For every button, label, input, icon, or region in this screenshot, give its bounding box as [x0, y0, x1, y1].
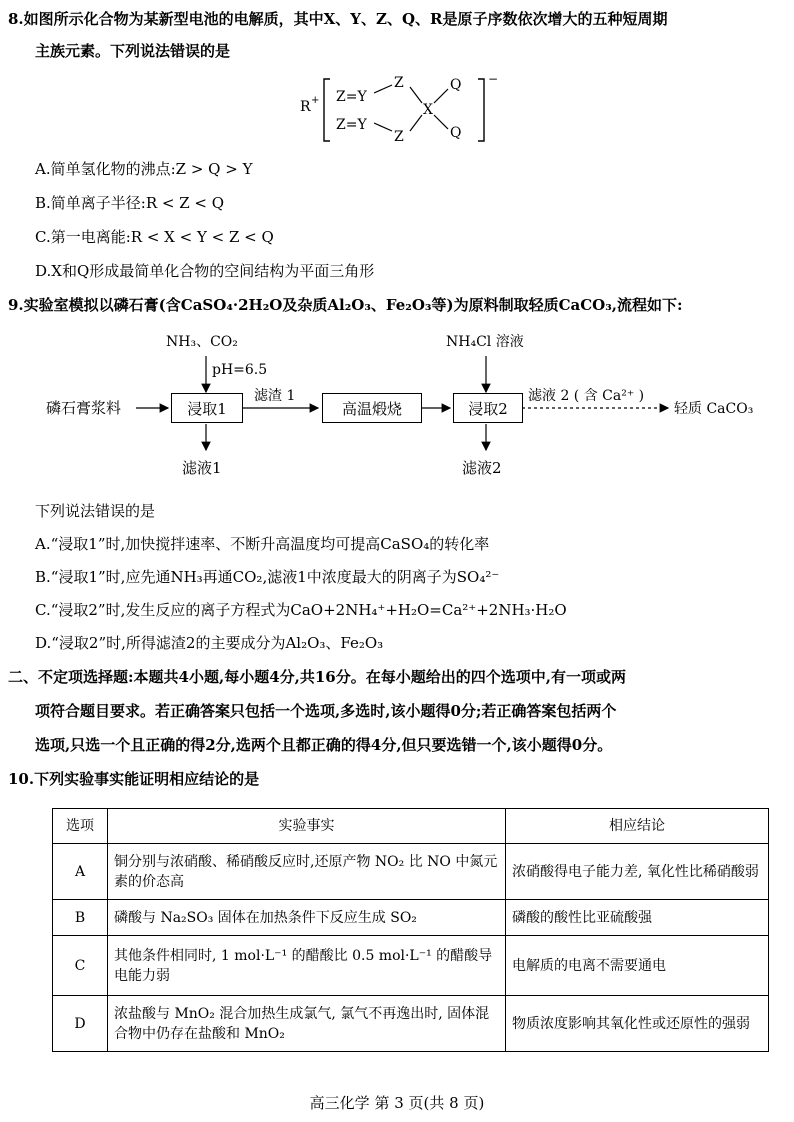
- table-row: [53, 844, 769, 900]
- flow-ph: pH=6.5: [212, 362, 268, 378]
- structure-cation: R: [300, 99, 311, 115]
- flow-filtrate2-ca: 滤液 2 ( 含 Ca²⁺ ): [528, 388, 645, 404]
- table-cell-fact: 磷酸与 Na₂SO₃ 固体在加热条件下反应生成 SO₂: [108, 900, 506, 936]
- section2-line3: 选项,只选一个且正确的得2分,选两个且都正确的得4分,但只要选错一个,该小题得0分。: [35, 736, 613, 754]
- table-cell-fact: 铜分别与浓硝酸、稀硝酸反应时,还原产物 NO₂ 比 NO 中氮元素的价态高: [108, 844, 506, 900]
- q9-option-c: C.“浸取2”时,发生反应的离子方程式为CaO+2NH₄⁺+H₂O=Ca²⁺+2NH₃·H₂O: [35, 601, 567, 619]
- table-header-conclusion: 相应结论: [506, 809, 769, 844]
- table-row: [53, 996, 769, 1052]
- structure-bridge-top: Z: [394, 75, 404, 91]
- structure-q-top: Q: [450, 77, 462, 93]
- structure-q-bottom: Q: [450, 125, 462, 141]
- table-header-option: 选项: [53, 809, 108, 844]
- structure-cation-charge: +: [311, 95, 320, 106]
- table-cell-option: B: [53, 900, 108, 936]
- table-row: [53, 936, 769, 996]
- flow-raw: 磷石膏浆料: [46, 399, 122, 417]
- q10-table: [52, 808, 769, 1052]
- q9-option-d: D.“浸取2”时,所得滤渣2的主要成分为Al₂O₃、Fe₂O₃: [35, 634, 384, 652]
- flow-residue1: 滤渣 1: [254, 388, 296, 404]
- table-cell-conclusion: 磷酸的酸性比亚硫酸强: [506, 900, 769, 936]
- flow-step1-box: 浸取1: [171, 393, 243, 423]
- table-cell-conclusion: 电解质的电离不需要通电: [506, 936, 769, 996]
- table-cell-conclusion: 物质浓度影响其氧化性或还原性的强弱: [506, 996, 769, 1052]
- flow-step2-box: 高温煅烧: [322, 393, 422, 423]
- q8-option-a: A.简单氢化物的沸点:Z > Q > Y: [35, 160, 253, 178]
- table-cell-fact: 浓盐酸与 MnO₂ 混合加热生成氯气, 氯气不再逸出时, 固体混合物中仍存在盐酸和 MnO₂: [108, 996, 506, 1052]
- q9-flowchart: [40, 330, 770, 490]
- table-cell-option: C: [53, 936, 108, 996]
- q8-stem-line1: 8.如图所示化合物为某新型电池的电解质，其中X、Y、Z、Q、R是原子序数依次增大的五种短周期: [8, 10, 668, 28]
- q8-option-c: C.第一电离能:R < X < Y < Z < Q: [35, 228, 274, 246]
- q9-option-b: B.“浸取1”时,应先通NH₃再通CO₂,滤液1中浓度最大的阴离子为SO₄²⁻: [35, 568, 500, 586]
- flow-input2: NH₄Cl 溶液: [446, 334, 524, 350]
- structure-bridge-bottom: Z: [394, 129, 404, 145]
- section2-line1: 二、不定项选择题:本题共4小题,每小题4分,共16分。在每小题给出的四个选项中,有一项或两: [8, 668, 626, 686]
- flow-step3-box: 浸取2: [453, 393, 523, 423]
- flow-filtrate2: 滤液2: [462, 459, 502, 477]
- table-cell-conclusion: 浓硝酸得电子能力差, 氧化性比稀硝酸弱: [506, 844, 769, 900]
- structure-zy-top: Z=Y: [336, 89, 367, 105]
- table-cell-option: A: [53, 844, 108, 900]
- q8-stem-line2: 主族元素。下列说法错误的是: [35, 42, 231, 60]
- section2-line2: 项符合题目要求。若正确答案只包括一个选项,多选时,该小题得0分;若正确答案包括两个: [35, 702, 617, 720]
- q9-prompt: 下列说法错误的是: [35, 502, 156, 520]
- structure-center: X: [423, 102, 433, 118]
- page-footer: 高三化学 第 3 页(共 8 页): [309, 1094, 485, 1112]
- table-header-fact: 实验事实: [108, 809, 506, 844]
- structure-anion-charge: −: [488, 72, 499, 86]
- structure-zy-bottom: Z=Y: [336, 117, 367, 133]
- q9-stem: 9.实验室模拟以磷石膏(含CaSO₄·2H₂O及杂质Al₂O₃、Fe₂O₃等)为原料制取轻质CaCO₃,流程如下:: [8, 296, 683, 314]
- flow-input1: NH₃、CO₂: [166, 334, 238, 350]
- q8-option-d: D.X和Q形成最简单化合物的空间结构为平面三角形: [35, 262, 375, 280]
- flow-filtrate1: 滤液1: [182, 459, 222, 477]
- q8-option-b: B.简单离子半径:R < Z < Q: [35, 194, 225, 212]
- q10-stem: 10.下列实验事实能证明相应结论的是: [8, 770, 260, 788]
- table-cell-fact: 其他条件相同时, 1 mol·L⁻¹ 的醋酸比 0.5 mol·L⁻¹ 的醋酸导电能力弱: [108, 936, 506, 996]
- q8-structure-diagram: [300, 73, 500, 145]
- table-row: [53, 900, 769, 936]
- table-cell-option: D: [53, 996, 108, 1052]
- table-header-row: [53, 809, 769, 844]
- flow-product: 轻质 CaCO₃: [674, 401, 754, 417]
- q9-option-a: A.“浸取1”时,加快搅拌速率、不断升高温度均可提高CaSO₄的转化率: [35, 535, 490, 553]
